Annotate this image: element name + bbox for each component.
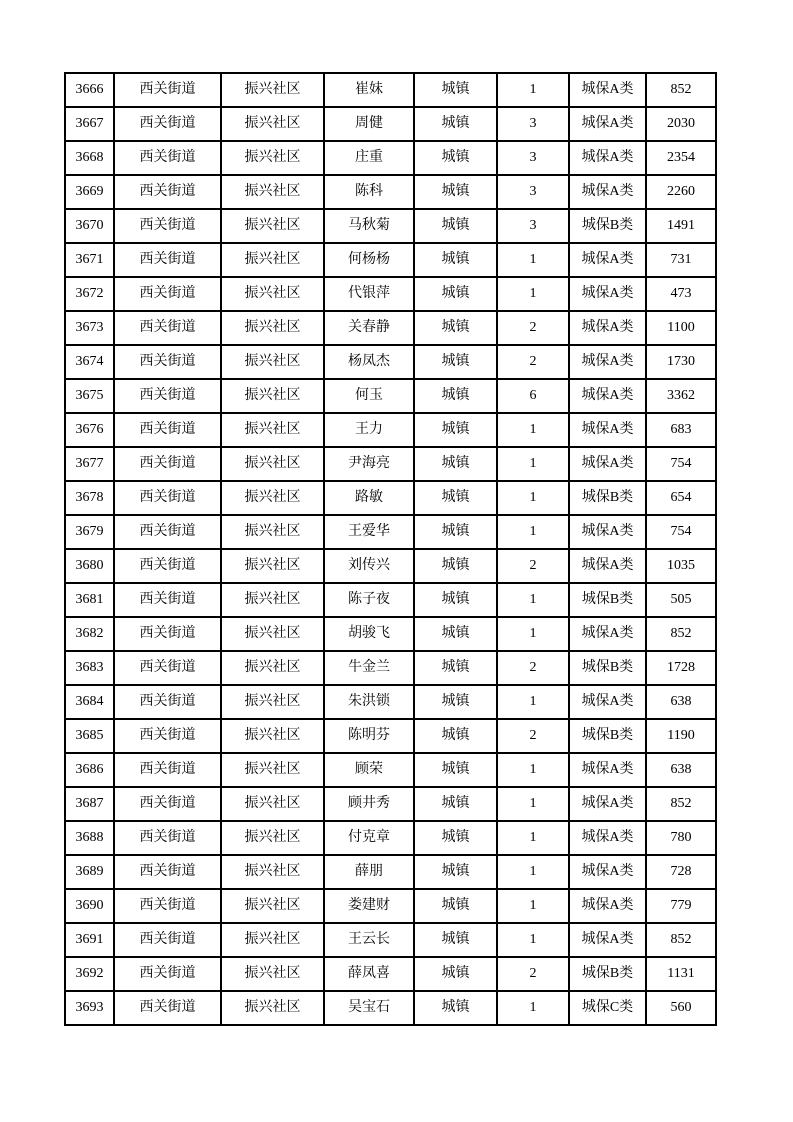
- cell-urban-rural: 城镇: [414, 685, 497, 719]
- cell-community: 振兴社区: [221, 141, 324, 175]
- cell-name: 吴宝石: [324, 991, 414, 1025]
- cell-street: 西关街道: [114, 753, 221, 787]
- cell-urban-rural: 城镇: [414, 855, 497, 889]
- cell-name: 代银萍: [324, 277, 414, 311]
- cell-seq-no: 3680: [65, 549, 114, 583]
- cell-name: 王云长: [324, 923, 414, 957]
- cell-category: 城保B类: [569, 719, 646, 753]
- cell-urban-rural: 城镇: [414, 821, 497, 855]
- cell-name: 薛凤喜: [324, 957, 414, 991]
- table-row: [65, 175, 716, 209]
- cell-amount: 852: [646, 787, 716, 821]
- cell-community: 振兴社区: [221, 923, 324, 957]
- cell-community: 振兴社区: [221, 685, 324, 719]
- cell-category: 城保A类: [569, 753, 646, 787]
- cell-person-count: 1: [497, 515, 569, 549]
- table-row: [65, 855, 716, 889]
- cell-street: 西关街道: [114, 923, 221, 957]
- cell-person-count: 2: [497, 345, 569, 379]
- table-row: [65, 481, 716, 515]
- cell-name: 陈科: [324, 175, 414, 209]
- cell-category: 城保A类: [569, 685, 646, 719]
- table-row: [65, 923, 716, 957]
- cell-person-count: 1: [497, 685, 569, 719]
- cell-amount: 505: [646, 583, 716, 617]
- cell-street: 西关街道: [114, 277, 221, 311]
- cell-person-count: 1: [497, 821, 569, 855]
- cell-community: 振兴社区: [221, 73, 324, 107]
- cell-name: 王力: [324, 413, 414, 447]
- cell-person-count: 1: [497, 753, 569, 787]
- table-row: [65, 209, 716, 243]
- cell-person-count: 1: [497, 277, 569, 311]
- cell-amount: 638: [646, 753, 716, 787]
- table-row: [65, 991, 716, 1025]
- table-row: [65, 957, 716, 991]
- cell-person-count: 3: [497, 175, 569, 209]
- cell-community: 振兴社区: [221, 753, 324, 787]
- cell-urban-rural: 城镇: [414, 481, 497, 515]
- cell-urban-rural: 城镇: [414, 413, 497, 447]
- cell-urban-rural: 城镇: [414, 141, 497, 175]
- cell-amount: 638: [646, 685, 716, 719]
- cell-seq-no: 3683: [65, 651, 114, 685]
- cell-amount: 852: [646, 617, 716, 651]
- cell-category: 城保A类: [569, 141, 646, 175]
- cell-category: 城保A类: [569, 549, 646, 583]
- table-row: [65, 311, 716, 345]
- cell-category: 城保A类: [569, 855, 646, 889]
- cell-name: 关春静: [324, 311, 414, 345]
- cell-seq-no: 3678: [65, 481, 114, 515]
- cell-name: 庄重: [324, 141, 414, 175]
- cell-amount: 683: [646, 413, 716, 447]
- cell-amount: 1728: [646, 651, 716, 685]
- cell-amount: 1100: [646, 311, 716, 345]
- cell-category: 城保A类: [569, 923, 646, 957]
- cell-seq-no: 3671: [65, 243, 114, 277]
- table-row: [65, 243, 716, 277]
- cell-community: 振兴社区: [221, 481, 324, 515]
- cell-community: 振兴社区: [221, 515, 324, 549]
- cell-street: 西关街道: [114, 889, 221, 923]
- cell-street: 西关街道: [114, 651, 221, 685]
- cell-urban-rural: 城镇: [414, 617, 497, 651]
- cell-urban-rural: 城镇: [414, 277, 497, 311]
- cell-amount: 728: [646, 855, 716, 889]
- cell-seq-no: 3693: [65, 991, 114, 1025]
- cell-category: 城保B类: [569, 651, 646, 685]
- cell-seq-no: 3692: [65, 957, 114, 991]
- cell-urban-rural: 城镇: [414, 583, 497, 617]
- cell-seq-no: 3666: [65, 73, 114, 107]
- cell-urban-rural: 城镇: [414, 175, 497, 209]
- cell-person-count: 6: [497, 379, 569, 413]
- cell-person-count: 3: [497, 209, 569, 243]
- cell-name: 朱洪锁: [324, 685, 414, 719]
- cell-name: 付克章: [324, 821, 414, 855]
- cell-name: 娄建财: [324, 889, 414, 923]
- cell-name: 牛金兰: [324, 651, 414, 685]
- cell-urban-rural: 城镇: [414, 447, 497, 481]
- cell-seq-no: 3681: [65, 583, 114, 617]
- cell-community: 振兴社区: [221, 583, 324, 617]
- cell-seq-no: 3690: [65, 889, 114, 923]
- cell-category: 城保B类: [569, 957, 646, 991]
- cell-seq-no: 3676: [65, 413, 114, 447]
- cell-name: 陈明芬: [324, 719, 414, 753]
- cell-name: 尹海亮: [324, 447, 414, 481]
- table-row: [65, 277, 716, 311]
- cell-amount: 1190: [646, 719, 716, 753]
- cell-urban-rural: 城镇: [414, 991, 497, 1025]
- cell-seq-no: 3672: [65, 277, 114, 311]
- cell-street: 西关街道: [114, 549, 221, 583]
- cell-person-count: 1: [497, 413, 569, 447]
- cell-person-count: 3: [497, 107, 569, 141]
- cell-street: 西关街道: [114, 515, 221, 549]
- cell-amount: 731: [646, 243, 716, 277]
- cell-street: 西关街道: [114, 821, 221, 855]
- cell-amount: 1131: [646, 957, 716, 991]
- cell-category: 城保A类: [569, 515, 646, 549]
- cell-amount: 754: [646, 515, 716, 549]
- cell-person-count: 1: [497, 243, 569, 277]
- cell-community: 振兴社区: [221, 277, 324, 311]
- cell-urban-rural: 城镇: [414, 311, 497, 345]
- cell-seq-no: 3687: [65, 787, 114, 821]
- cell-street: 西关街道: [114, 685, 221, 719]
- cell-street: 西关街道: [114, 379, 221, 413]
- cell-amount: 2260: [646, 175, 716, 209]
- cell-seq-no: 3688: [65, 821, 114, 855]
- table-row: [65, 685, 716, 719]
- welfare-roster-table: [64, 72, 717, 1026]
- cell-category: 城保A类: [569, 107, 646, 141]
- cell-urban-rural: 城镇: [414, 889, 497, 923]
- cell-seq-no: 3685: [65, 719, 114, 753]
- cell-person-count: 1: [497, 481, 569, 515]
- cell-amount: 754: [646, 447, 716, 481]
- cell-person-count: 2: [497, 719, 569, 753]
- cell-seq-no: 3691: [65, 923, 114, 957]
- cell-name: 何杨杨: [324, 243, 414, 277]
- cell-amount: 560: [646, 991, 716, 1025]
- cell-category: 城保C类: [569, 991, 646, 1025]
- cell-street: 西关街道: [114, 991, 221, 1025]
- cell-community: 振兴社区: [221, 549, 324, 583]
- cell-urban-rural: 城镇: [414, 515, 497, 549]
- cell-community: 振兴社区: [221, 787, 324, 821]
- cell-urban-rural: 城镇: [414, 923, 497, 957]
- cell-category: 城保B类: [569, 481, 646, 515]
- cell-community: 振兴社区: [221, 821, 324, 855]
- cell-category: 城保A类: [569, 787, 646, 821]
- cell-person-count: 1: [497, 991, 569, 1025]
- cell-street: 西关街道: [114, 787, 221, 821]
- cell-street: 西关街道: [114, 719, 221, 753]
- table-row: [65, 787, 716, 821]
- cell-community: 振兴社区: [221, 175, 324, 209]
- cell-urban-rural: 城镇: [414, 651, 497, 685]
- cell-urban-rural: 城镇: [414, 787, 497, 821]
- cell-name: 路敏: [324, 481, 414, 515]
- cell-community: 振兴社区: [221, 209, 324, 243]
- table-row: [65, 107, 716, 141]
- cell-category: 城保A类: [569, 617, 646, 651]
- cell-category: 城保A类: [569, 243, 646, 277]
- cell-person-count: 2: [497, 651, 569, 685]
- cell-person-count: 1: [497, 583, 569, 617]
- cell-name: 薛朋: [324, 855, 414, 889]
- table-row: [65, 515, 716, 549]
- table-row: [65, 549, 716, 583]
- cell-category: 城保A类: [569, 345, 646, 379]
- cell-category: 城保A类: [569, 175, 646, 209]
- cell-community: 振兴社区: [221, 107, 324, 141]
- cell-person-count: 1: [497, 855, 569, 889]
- cell-seq-no: 3673: [65, 311, 114, 345]
- table-row: [65, 753, 716, 787]
- cell-person-count: 1: [497, 923, 569, 957]
- cell-community: 振兴社区: [221, 855, 324, 889]
- cell-community: 振兴社区: [221, 311, 324, 345]
- cell-community: 振兴社区: [221, 345, 324, 379]
- table-row: [65, 583, 716, 617]
- cell-category: 城保A类: [569, 379, 646, 413]
- cell-seq-no: 3674: [65, 345, 114, 379]
- table-row: [65, 617, 716, 651]
- cell-category: 城保A类: [569, 73, 646, 107]
- cell-seq-no: 3689: [65, 855, 114, 889]
- table-row: [65, 141, 716, 175]
- cell-community: 振兴社区: [221, 447, 324, 481]
- table-row: [65, 447, 716, 481]
- table-row: [65, 719, 716, 753]
- cell-category: 城保A类: [569, 277, 646, 311]
- table-row: [65, 889, 716, 923]
- cell-amount: 473: [646, 277, 716, 311]
- cell-community: 振兴社区: [221, 957, 324, 991]
- cell-person-count: 1: [497, 889, 569, 923]
- cell-urban-rural: 城镇: [414, 209, 497, 243]
- cell-urban-rural: 城镇: [414, 549, 497, 583]
- cell-category: 城保A类: [569, 889, 646, 923]
- cell-street: 西关街道: [114, 617, 221, 651]
- cell-person-count: 1: [497, 787, 569, 821]
- cell-person-count: 1: [497, 73, 569, 107]
- cell-community: 振兴社区: [221, 991, 324, 1025]
- cell-urban-rural: 城镇: [414, 243, 497, 277]
- cell-urban-rural: 城镇: [414, 957, 497, 991]
- cell-urban-rural: 城镇: [414, 107, 497, 141]
- cell-name: 马秋菊: [324, 209, 414, 243]
- cell-name: 胡骏飞: [324, 617, 414, 651]
- cell-seq-no: 3675: [65, 379, 114, 413]
- cell-amount: 3362: [646, 379, 716, 413]
- cell-street: 西关街道: [114, 345, 221, 379]
- cell-street: 西关街道: [114, 481, 221, 515]
- cell-amount: 2354: [646, 141, 716, 175]
- cell-person-count: 2: [497, 311, 569, 345]
- cell-community: 振兴社区: [221, 889, 324, 923]
- cell-urban-rural: 城镇: [414, 719, 497, 753]
- cell-seq-no: 3686: [65, 753, 114, 787]
- cell-street: 西关街道: [114, 73, 221, 107]
- cell-street: 西关街道: [114, 583, 221, 617]
- cell-name: 刘传兴: [324, 549, 414, 583]
- cell-community: 振兴社区: [221, 413, 324, 447]
- cell-seq-no: 3668: [65, 141, 114, 175]
- cell-street: 西关街道: [114, 107, 221, 141]
- cell-community: 振兴社区: [221, 719, 324, 753]
- cell-seq-no: 3682: [65, 617, 114, 651]
- cell-category: 城保A类: [569, 413, 646, 447]
- cell-name: 顾井秀: [324, 787, 414, 821]
- cell-amount: 2030: [646, 107, 716, 141]
- cell-seq-no: 3670: [65, 209, 114, 243]
- cell-person-count: 3: [497, 141, 569, 175]
- cell-amount: 852: [646, 923, 716, 957]
- table-row: [65, 73, 716, 107]
- cell-seq-no: 3684: [65, 685, 114, 719]
- cell-seq-no: 3677: [65, 447, 114, 481]
- cell-amount: 1491: [646, 209, 716, 243]
- cell-category: 城保A类: [569, 447, 646, 481]
- cell-name: 崔妹: [324, 73, 414, 107]
- cell-seq-no: 3667: [65, 107, 114, 141]
- cell-name: 陈子夜: [324, 583, 414, 617]
- cell-urban-rural: 城镇: [414, 753, 497, 787]
- cell-community: 振兴社区: [221, 379, 324, 413]
- table-row: [65, 651, 716, 685]
- cell-person-count: 2: [497, 549, 569, 583]
- table-body: [65, 73, 716, 1025]
- cell-amount: 780: [646, 821, 716, 855]
- cell-urban-rural: 城镇: [414, 379, 497, 413]
- cell-community: 振兴社区: [221, 617, 324, 651]
- cell-street: 西关街道: [114, 209, 221, 243]
- cell-urban-rural: 城镇: [414, 73, 497, 107]
- cell-name: 王爱华: [324, 515, 414, 549]
- cell-category: 城保B类: [569, 209, 646, 243]
- table-row: [65, 413, 716, 447]
- cell-name: 杨凤杰: [324, 345, 414, 379]
- table-row: [65, 345, 716, 379]
- cell-community: 振兴社区: [221, 243, 324, 277]
- cell-street: 西关街道: [114, 447, 221, 481]
- cell-street: 西关街道: [114, 175, 221, 209]
- cell-street: 西关街道: [114, 413, 221, 447]
- cell-category: 城保A类: [569, 821, 646, 855]
- cell-urban-rural: 城镇: [414, 345, 497, 379]
- cell-name: 何玉: [324, 379, 414, 413]
- cell-category: 城保A类: [569, 311, 646, 345]
- cell-person-count: 1: [497, 617, 569, 651]
- cell-street: 西关街道: [114, 243, 221, 277]
- cell-amount: 654: [646, 481, 716, 515]
- table-row: [65, 379, 716, 413]
- cell-person-count: 2: [497, 957, 569, 991]
- cell-amount: 1035: [646, 549, 716, 583]
- cell-person-count: 1: [497, 447, 569, 481]
- cell-street: 西关街道: [114, 311, 221, 345]
- cell-street: 西关街道: [114, 141, 221, 175]
- cell-seq-no: 3679: [65, 515, 114, 549]
- cell-amount: 1730: [646, 345, 716, 379]
- cell-community: 振兴社区: [221, 651, 324, 685]
- cell-street: 西关街道: [114, 855, 221, 889]
- cell-street: 西关街道: [114, 957, 221, 991]
- cell-amount: 779: [646, 889, 716, 923]
- cell-seq-no: 3669: [65, 175, 114, 209]
- cell-category: 城保B类: [569, 583, 646, 617]
- table-row: [65, 821, 716, 855]
- cell-name: 顾荣: [324, 753, 414, 787]
- cell-amount: 852: [646, 73, 716, 107]
- cell-name: 周健: [324, 107, 414, 141]
